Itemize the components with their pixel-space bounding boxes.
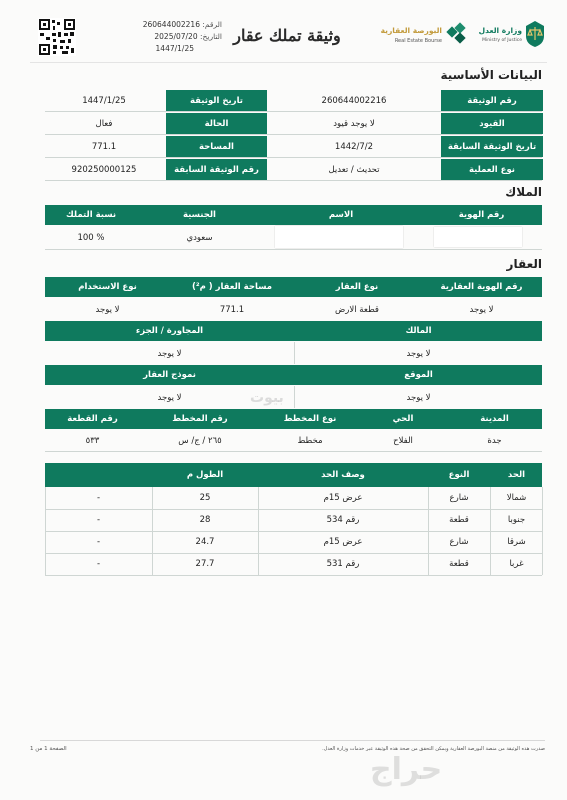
owners-header-name: الاسم bbox=[328, 210, 354, 220]
label-previous-document-date: تاريخ الوثيقة السابقة bbox=[441, 136, 543, 157]
property-section-title: العقار bbox=[506, 257, 542, 271]
basic-section-title: البيانات الأساسية bbox=[440, 68, 542, 82]
value-document-number: 260644002216 bbox=[321, 95, 387, 106]
prop-owner: لا يوجد bbox=[406, 348, 431, 359]
value-previous-document-number: 920250000125 bbox=[71, 164, 137, 175]
bounds-length: 24.7 bbox=[195, 537, 215, 547]
label-document-number: رقم الوثيقة bbox=[441, 90, 543, 111]
prop-header-owner: المالك bbox=[405, 326, 432, 336]
value-restrictions: لا يوجد قيود bbox=[333, 118, 375, 129]
doc-date-label: التاريخ: bbox=[200, 32, 222, 41]
doc-number-value: 260644002216 bbox=[142, 20, 200, 29]
bounds-description: عرض 15م bbox=[323, 537, 363, 547]
bounds-header-side: الحد bbox=[507, 470, 526, 480]
label-area: المساحة bbox=[166, 136, 267, 157]
prop-header-parcel-number: رقم القطعة bbox=[67, 414, 118, 424]
bounds-description: رقم 534 bbox=[326, 515, 360, 525]
bounds-extra: - bbox=[96, 493, 101, 503]
owners-header-id: رقم الهوية bbox=[458, 210, 505, 220]
label-operation-type: نوع العملية bbox=[441, 159, 543, 180]
bounds-description: رقم 531 bbox=[326, 559, 360, 569]
bounds-length: 28 bbox=[199, 515, 211, 525]
prop-header-plan-number: رقم المخطط bbox=[172, 414, 228, 424]
prop-header-real-estate-id: رقم الهوية العقارية bbox=[440, 282, 523, 292]
prop-header-type: نوع العقار bbox=[335, 282, 379, 292]
bounds-type: قطعة bbox=[449, 559, 469, 569]
prop-adjacent: لا يوجد bbox=[157, 348, 182, 359]
moj-logo-english: Ministry of Justice bbox=[482, 38, 522, 43]
bounds-header-type: النوع bbox=[448, 470, 470, 480]
prop-type: قطعة الارض bbox=[335, 304, 379, 315]
prop-header-adjacent: المجاورة / الجزء bbox=[135, 326, 204, 336]
center-watermark: بيوت bbox=[250, 390, 284, 406]
bounds-side: شمالا bbox=[506, 493, 527, 503]
prop-area: 771.1 bbox=[219, 304, 245, 315]
page-number: الصفحة 1 من 1 bbox=[30, 746, 67, 752]
prop-header-city: المدينة bbox=[480, 414, 509, 424]
value-operation-type: تحديث / تعديل bbox=[328, 164, 380, 175]
bounds-type: شارع bbox=[449, 493, 469, 503]
prop-location: لا يوجد bbox=[406, 392, 431, 403]
bounds-side: غربا bbox=[509, 559, 524, 569]
value-status: فعال bbox=[95, 118, 113, 129]
value-previous-document-date: 1442/7/2 bbox=[334, 141, 374, 152]
owner-nationality: سعودي bbox=[186, 233, 213, 243]
doc-number-label: الرقم: bbox=[202, 20, 222, 29]
moj-logo-arabic: وزارة العدل bbox=[478, 26, 522, 35]
bounds-extra: - bbox=[96, 559, 101, 569]
prop-real-estate-id: لا يوجد bbox=[469, 304, 494, 315]
bounds-header-description: وصف الحد bbox=[321, 470, 365, 480]
prop-district: الفلاح bbox=[393, 435, 413, 446]
bounds-length: 27.7 bbox=[195, 559, 215, 569]
footer-note: صدرت هذه الوثيقة من منصة البورصة العقارية ويمكن التحقق من صحة هذه الوثيقة عبر خدمات وزارة العدل. bbox=[322, 746, 545, 752]
bounds-description: عرض 15م bbox=[323, 493, 363, 503]
ministry-of-justice-logo bbox=[474, 18, 546, 52]
prop-header-area: مساحة العقار ( م²) bbox=[191, 282, 273, 292]
prop-plan-type: مخطط bbox=[297, 435, 323, 446]
bounds-type: قطعة bbox=[449, 515, 469, 525]
prop-header-usage: نوع الاستخدام bbox=[78, 282, 137, 292]
bounds-length: 25 bbox=[199, 493, 211, 503]
label-document-date: تاريخ الوثيقة bbox=[166, 90, 267, 111]
owners-header-nationality: الجنسية bbox=[183, 210, 216, 220]
prop-usage: لا يوجد bbox=[95, 304, 120, 315]
prop-plan-number: ٢٦٥ / ج/ س bbox=[178, 435, 222, 446]
page-title: وثيقة تملك عقار bbox=[233, 26, 341, 45]
rer-logo-english: Real Estate Bourse bbox=[394, 38, 442, 44]
bounds-extra: - bbox=[96, 537, 101, 547]
bounds-side: شرقا bbox=[507, 537, 526, 547]
prop-model: لا يوجد bbox=[157, 392, 182, 403]
bounds-type: شارع bbox=[449, 537, 469, 547]
bounds-side: جنوبا bbox=[507, 515, 526, 525]
doc-date-gregorian: 2025/07/20 bbox=[154, 32, 198, 41]
label-restrictions: القيود bbox=[441, 113, 543, 134]
qr-code bbox=[38, 18, 76, 56]
bounds-header-length: الطول م bbox=[186, 470, 224, 480]
owner-name-redaction bbox=[275, 226, 403, 248]
bottom-watermark: حراج bbox=[370, 752, 443, 787]
doc-date-line bbox=[112, 32, 222, 41]
label-previous-document-number: رقم الوثيقة السابقة bbox=[166, 159, 267, 180]
prop-header-model: نموذج العقار bbox=[143, 370, 196, 380]
owner-share: 100 % bbox=[77, 233, 105, 243]
bounds-extra: - bbox=[96, 515, 101, 525]
value-area: 771.1 bbox=[91, 141, 117, 152]
owners-header-share: نسبة التملك bbox=[65, 210, 117, 220]
doc-date-hijri: 1447/1/25 bbox=[155, 44, 194, 53]
prop-header-location: الموقع bbox=[404, 370, 433, 380]
doc-number-line bbox=[112, 20, 222, 29]
owner-id-redaction bbox=[434, 227, 522, 247]
rer-logo-arabic: البورصة العقارية bbox=[380, 26, 442, 35]
label-status: الحالة bbox=[166, 113, 267, 134]
prop-header-district: الحي bbox=[392, 414, 414, 424]
header-divider bbox=[30, 62, 547, 63]
prop-header-plan-type: نوع المخطط bbox=[283, 414, 337, 424]
prop-city: جدة bbox=[487, 435, 502, 446]
owners-section-title: الملاك bbox=[505, 185, 542, 199]
footer-divider bbox=[40, 740, 545, 741]
bounds-header-extra bbox=[45, 463, 152, 487]
real-estate-bourse-logo bbox=[370, 18, 470, 52]
value-document-date: 1447/1/25 bbox=[82, 95, 126, 106]
prop-parcel-number: ٥٣٣ bbox=[85, 435, 100, 446]
